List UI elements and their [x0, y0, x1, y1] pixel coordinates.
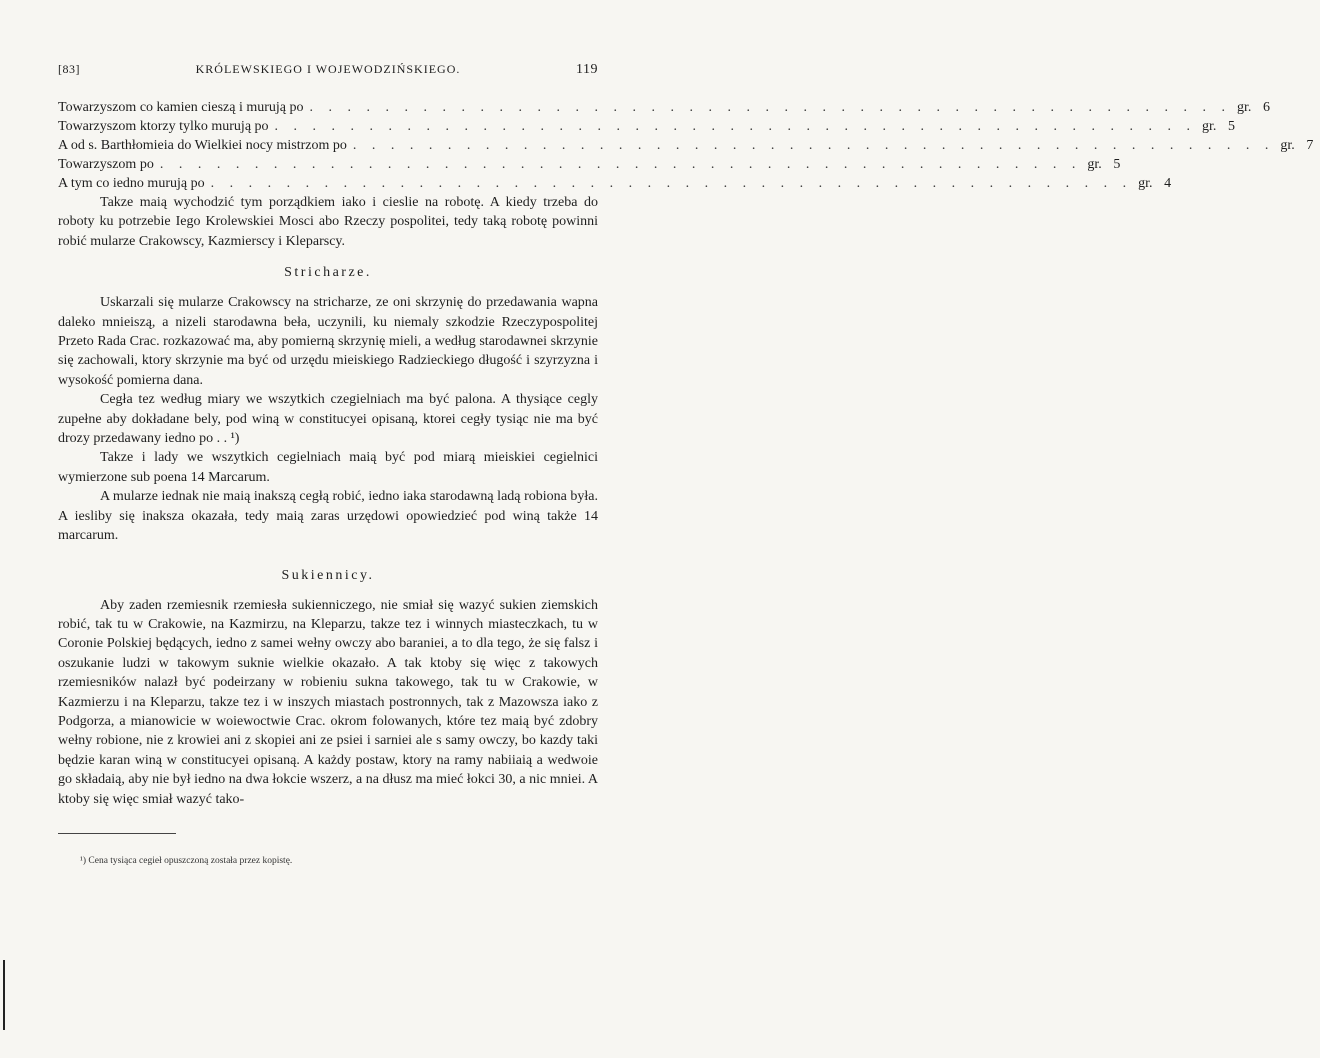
running-header: [58, 62, 598, 84]
page-reference: [83]: [58, 62, 80, 76]
page-edge-mark: [3, 960, 5, 1030]
ledger-label: Towarzyszom ktorzy tylko murują po: [58, 119, 269, 134]
ledger-amount: 7: [1306, 138, 1314, 153]
ledger-currency: gr.: [1087, 157, 1102, 172]
ledger-label: Towarzyszom po: [58, 157, 154, 172]
paragraph: Uskarzali się mularze Crakowscy na stricharze, ze oni skrzynię do przedawania wapna daleko mnieiszą, a nizeli starodawna beła, uczynili, ku niemaly szkodzie Rzeczypospolitej Przeto Rada Crac. rozkazować ma, aby pomierną skrzynię mieli, a według starodawnei skrzynie się zachowali, ktory skrzynie ma być od urzędu mieiskiego Radzieckiego długość i szyrzyzna i wysokość pomierna dana.: [58, 295, 598, 388]
leader-dots: . . . . . . . . . . . . . . . . . . . . . . . . . . . . . . . . . . . . . . . . . . . . . . . . .: [352, 138, 1275, 153]
running-title: KRÓLEWSKIEGO I WOJEWODZIŃSKIEGO.: [195, 62, 461, 76]
ledger-currency: gr.: [1280, 138, 1295, 153]
ledger-row: [58, 136, 1314, 155]
section-title-sukiennicy: Sukiennicy.: [281, 567, 375, 583]
ledger-amount: 6: [1263, 100, 1270, 115]
ledger-label: A tym co iedno murują po: [58, 176, 205, 191]
leader-dots: . . . . . . . . . . . . . . . . . . . . . . . . . . . . . . . . . . . . . . . . . . . . . . . . .: [210, 176, 1133, 191]
footnote: ¹) Cena tysiąca cegieł opuszczoną została przez kopistę.: [80, 855, 293, 866]
ledger-currency: gr.: [1138, 176, 1153, 191]
section-title-stricharze: Stricharze.: [284, 265, 372, 281]
book-page: [58, 62, 1314, 866]
paragraph: Cegła tez według miary we wszytkich czegielniach ma być palona. A thysiące cegly zupełne aby dokładane bely, pod winą w constitucyei opisaną, ktorei cegły tysiąc nie ma być drozy przedawany iedno po . . ¹): [58, 392, 598, 447]
leader-dots: . . . . . . . . . . . . . . . . . . . . . . . . . . . . . . . . . . . . . . . . . . . . . . . . .: [159, 157, 1082, 172]
footnote-divider: [58, 833, 176, 834]
intro-paragraph: Takze maią wychodzić tym porządkiem iako i cieslie na robotę. A kiedy trzeba do roboty ku potrzebie Iego Krolewskiei Mosci abo Rzeczy pospolitei, tedy taką robotę powinni robić mularze Crakowscy, Kazmierscy i Kleparscy.: [58, 195, 598, 249]
ledger-label: Towarzyszom co kamien cieszą i murują po: [58, 100, 304, 115]
leader-dots: . . . . . . . . . . . . . . . . . . . . . . . . . . . . . . . . . . . . . . . . . . . . . . . . .: [309, 100, 1231, 115]
ledger-amount: 5: [1113, 157, 1121, 172]
ledger-amount: 5: [1228, 119, 1236, 134]
paragraph: Takze i lady we wszytkich cegielniach maią być pod miarą mieiskiei cegielnici wymierzone sub poena 14 Marcarum.: [58, 450, 598, 485]
ledger-label: A od s. Barthłomieia do Wielkiei nocy mistrzom po: [58, 138, 347, 153]
ledger-row: [58, 98, 1270, 117]
wage-ledger: [58, 98, 1314, 193]
ledger-row: [58, 117, 1236, 136]
ledger-currency: gr.: [1202, 119, 1217, 134]
paragraph: Aby zaden rzemiesnik rzemiesła sukienniczego, nie smiał się wazyć sukien ziemskich robić, tak tu w Crakowie, na Kazmirzu, na Kleparzu, takze tez i winnych miasteczkach, tu w Coronie Polskiej będących, iedno z samei wełny owczy abo baraniei, a to dla tego, że się falsz i oszukanie ludzi w takowym suknie wielkie okazało. A tak ktoby się więc z takowych rzemiesników nalazł być podeirzany w robieniu sukna takowego, tak tu w Crakowie, w Kazmierzu i na Kleparzu, takze tez i w inszych miastach postronnych, tak z Mazowsza iako z Podgorza, a mianowicie w woiewoctwie Crac. okrom folowanych, które tez maią być zdobry wełny robione, nie z krowiei ani z skopiei ani ze psiei i sarniei ale s samy owczy, bo kazdy taki będzie karan winą w constitucyei opisaną. A każdy postaw, ktory na ramy nabiiaią a wedwoie go składaią, aby nie był iedno na dwa łokcie wszerz, a na dłusz ma mieć łokci 30, a nic mniei. A ktoby się więc smiał wazyć tako-: [58, 597, 598, 807]
ledger-row: [58, 174, 1172, 193]
ledger-amount: 4: [1164, 176, 1172, 191]
page-number: 119: [576, 62, 598, 77]
ledger-row: [58, 155, 1121, 174]
ledger-currency: gr.: [1237, 100, 1252, 115]
paragraph: A mularze iednak nie maią inakszą cegłą robić, iedno iaka starodawną ladą robiona była. A iesliby się inaksza okazała, tedy maią zaras urzędowi opowiedzieć pod winą także 14 marcarum.: [58, 489, 598, 544]
leader-dots: . . . . . . . . . . . . . . . . . . . . . . . . . . . . . . . . . . . . . . . . . . . . . . . . .: [274, 119, 1197, 134]
